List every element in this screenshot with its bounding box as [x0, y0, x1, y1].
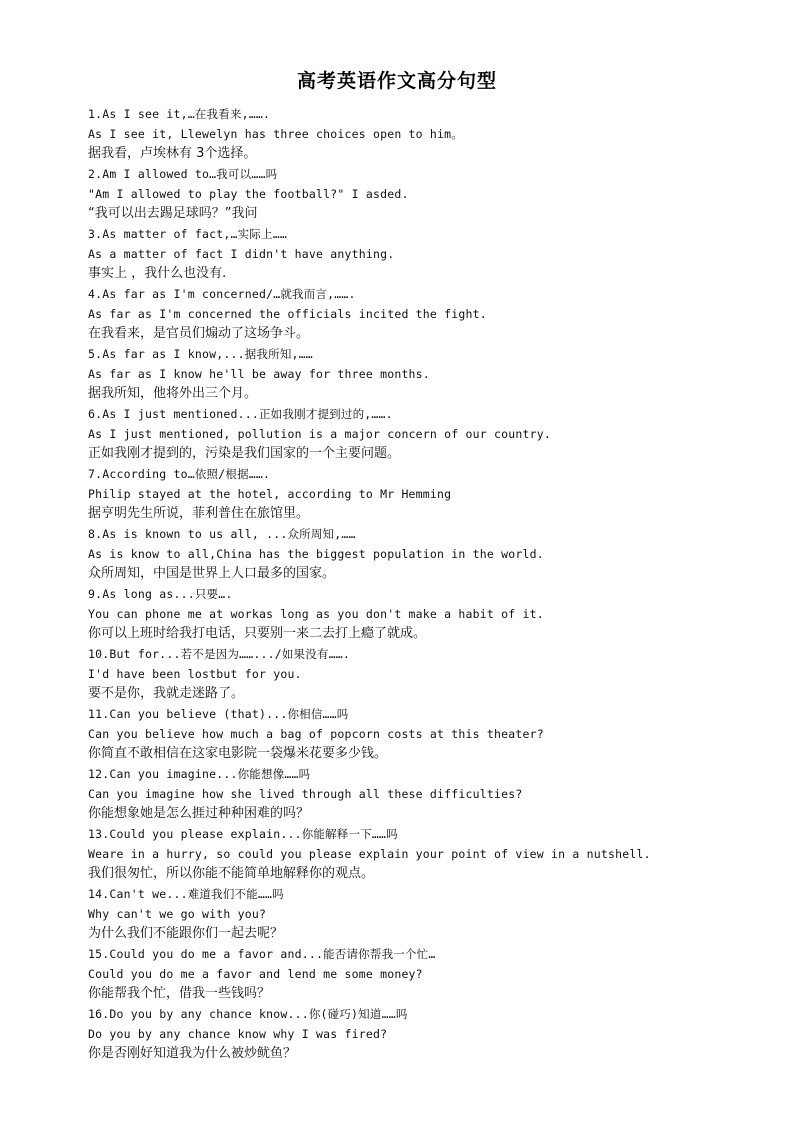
sentence-pattern-entry: [88, 404, 778, 464]
pattern-heading: 7.According to…依照/根据…….: [88, 467, 271, 481]
chinese-translation: 要不是你，我就走迷路了。: [88, 686, 245, 701]
pattern-heading: 9.As long as...只要….: [88, 587, 233, 601]
example-sentence: Do you by any chance know why I was fired?: [88, 1027, 388, 1041]
example-sentence: As I just mentioned, pollution is a major concern of our country.: [88, 427, 552, 441]
pattern-heading: 1.As I see it,…在我看来,…….: [88, 107, 271, 121]
example-sentence: As far as I know he'll be away for three months.: [88, 367, 430, 381]
example-sentence: Could you do me a favor and lend me some money?: [88, 967, 423, 981]
example-sentence: "Am I allowed to play the football?" I asded.: [88, 187, 409, 201]
pattern-heading: 13.Could you please explain...你能解释一下……吗: [88, 827, 398, 841]
chinese-translation: 你是否刚好知道我为什么被炒鱿鱼？: [88, 1046, 297, 1061]
sentence-pattern-list: [88, 104, 778, 1064]
pattern-heading: 11.Can you believe (that)...你相信……吗: [88, 707, 349, 721]
example-sentence: As I see it, Llewelyn has three choices open to him。: [88, 127, 464, 141]
example-sentence: As a matter of fact I didn't have anything.: [88, 247, 395, 261]
chinese-translation: 你能想象她是怎么捱过种种困难的吗？: [88, 806, 310, 821]
sentence-pattern-entry: [88, 644, 778, 704]
chinese-translation: 你简直不敢相信在这家电影院一袋爆米花要多少钱。: [88, 746, 388, 761]
example-sentence: Can you believe how much a bag of popcorn costs at this theater?: [88, 727, 544, 741]
chinese-translation: “我可以出去踢足球吗？”我问: [88, 206, 258, 221]
example-sentence: As is know to all,China has the biggest population in the world.: [88, 547, 544, 561]
sentence-pattern-entry: [88, 104, 778, 164]
pattern-heading: 12.Can you imagine...你能想像……吗: [88, 767, 311, 781]
example-sentence: You can phone me at workas long as you don't make a habit of it.: [88, 607, 544, 621]
chinese-translation: 你可以上班时给我打电话，只要别一来二去打上瘾了就成。: [88, 626, 427, 641]
example-sentence: As far as I'm concerned the officials incited the fight.: [88, 307, 487, 321]
chinese-translation: 众所周知，中国是世界上人口最多的国家。: [88, 566, 336, 581]
sentence-pattern-entry: [88, 944, 778, 1004]
sentence-pattern-entry: [88, 884, 778, 944]
pattern-heading: 6.As I just mentioned...正如我刚才提到过的,…….: [88, 407, 393, 421]
pattern-heading: 4.As far as I'm concerned/…就我而言,…….: [88, 287, 356, 301]
sentence-pattern-entry: [88, 1004, 778, 1064]
sentence-pattern-entry: [88, 764, 778, 824]
sentence-pattern-entry: [88, 224, 778, 284]
sentence-pattern-entry: [88, 284, 778, 344]
sentence-pattern-entry: [88, 524, 778, 584]
example-sentence: I'd have been lostbut for you.: [88, 667, 302, 681]
pattern-heading: 2.Am I allowed to…我可以……吗: [88, 167, 278, 181]
sentence-pattern-entry: [88, 464, 778, 524]
chinese-translation: 事实上 ，我什么也没有.: [88, 266, 227, 281]
chinese-translation: 为什么我们不能跟你们一起去呢？: [88, 926, 284, 941]
example-sentence: Philip stayed at the hotel, according to Mr Hemming: [88, 487, 452, 501]
chinese-translation: 据我看，卢埃林有 3个选择。: [88, 146, 257, 161]
pattern-heading: 3.As matter of fact,…实际上……: [88, 227, 287, 241]
chinese-translation: 据亨明先生所说，菲利普住在旅馆里。: [88, 506, 310, 521]
sentence-pattern-entry: [88, 344, 778, 404]
example-sentence: Can you imagine how she lived through all these difficulties?: [88, 787, 523, 801]
chinese-translation: 我们很匆忙，所以你能不能简单地解释你的观点。: [88, 866, 375, 881]
page-title: 高考英语作文高分句型: [296, 70, 497, 92]
chinese-translation: 据我所知，他将外出三个月。: [88, 386, 258, 401]
example-sentence: Why can't we go with you?: [88, 907, 267, 921]
pattern-heading: 15.Could you do me a favor and...能否请你帮我一个忙…: [88, 947, 436, 961]
chinese-translation: 你能帮我个忙，借我一些钱吗？: [88, 986, 271, 1001]
sentence-pattern-entry: [88, 164, 778, 224]
sentence-pattern-entry: [88, 824, 778, 884]
pattern-heading: 14.Can't we...难道我们不能……吗: [88, 887, 284, 901]
chinese-translation: 正如我刚才提到的，污染是我们国家的一个主要问题。: [88, 446, 401, 461]
pattern-heading: 5.As far as I know,...据我所知,……: [88, 347, 313, 361]
example-sentence: Weare in a hurry, so could you please explain your point of view in a nutshell.: [88, 847, 651, 861]
pattern-heading: 16.Do you by any chance know...你(碰巧)知道……吗: [88, 1007, 408, 1021]
sentence-pattern-entry: [88, 704, 778, 764]
chinese-translation: 在我看来，是官员们煽动了这场争斗。: [88, 326, 310, 341]
sentence-pattern-entry: [88, 584, 778, 644]
pattern-heading: 10.But for...若不是因为…….../如果没有…….: [88, 647, 351, 661]
pattern-heading: 8.As is known to us all, ...众所周知,……: [88, 527, 356, 541]
